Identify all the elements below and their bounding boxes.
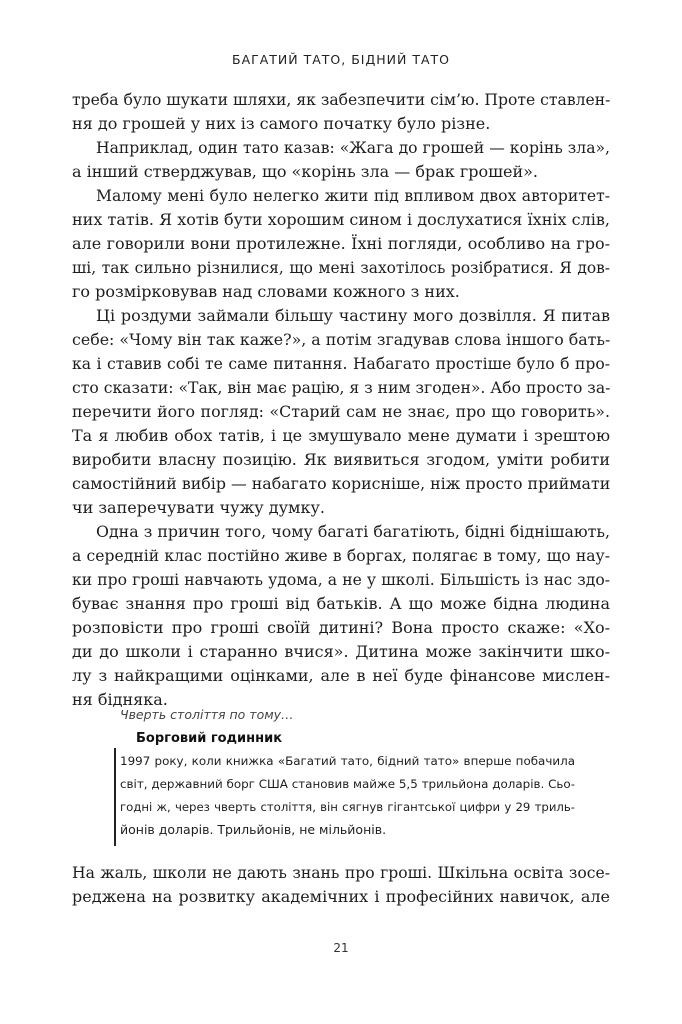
text-line: а середній клас постійно живе в боргах, полягає в тому, що нау- (72, 547, 610, 565)
text-line: розповісти про гроші своїй дитині? Вона просто скаже: «Хо- (72, 618, 610, 637)
text-line: лу з найкращими оцінками, але в неї буде фінансове мислен- (72, 666, 610, 685)
sidebar-line: годні ж, через чверть століття, він сягнув гігантської цифри у 29 триль- (120, 800, 575, 814)
text-line: а інший стверджував, що «корінь зла — брак грошей». (72, 162, 539, 181)
text-line: ка і ставив собі те саме питання. Набагато простіше було б про- (72, 355, 610, 373)
text-line: ня до грошей у них із самого початку було різне. (72, 114, 491, 133)
text-line: Та я любив обох татів, і це змушувало мене думати і зрештою (72, 426, 610, 445)
sidebar-line: йонів доларів. Трильйонів, не мільйонів. (120, 822, 387, 837)
text-line: них татів. Я хотів бути хорошим сином і дослухатися їхніх слів, (72, 210, 610, 229)
text-line: чи заперечувати чужу думку. (72, 498, 325, 517)
sidebar-intro: Чверть століття по тому… (120, 707, 294, 722)
text-line: виробити власну позицію. Як виявиться згодом, уміти робити (72, 450, 610, 469)
sidebar-line: 1997 року, коли книжка «Багатий тато, бідний тато» вперше побачила (120, 754, 575, 768)
text-line: Наприклад, один тато казав: «Жага до грошей — корінь зла», (96, 139, 610, 157)
text-line: себе: «Чому він так каже?», а потім згадував слова іншого бать- (72, 330, 611, 349)
sidebar-line: світ, державний борг США становив майже 5,5 трильйона доларів. Сьо- (120, 777, 575, 791)
text-line: ки про гроші навчають удома, а не у школі. Більшість із нас здо- (72, 571, 610, 589)
text-line: Ці роздуми займали більшу частину мого дозвілля. Я питав (96, 306, 610, 325)
text-line: треба було шукати шляхи, як забезпечити сім’ю. Проте ставлен- (72, 91, 611, 109)
text-line: буває знання про гроші від батьків. А що може бідна людина (72, 594, 610, 613)
sidebar-title: Борговий годинник (136, 731, 283, 746)
text-line: го розмірковував над словами кожного з них. (72, 282, 460, 301)
text-line: самостійний вибір — набагато корисніше, ніж просто приймати (72, 474, 611, 493)
text-line: Малому мені було нелегко жити під впливом двох авторитет- (96, 187, 610, 205)
text-line: сто сказати: «Так, він має рацію, я з ним згоден». Або просто за- (72, 379, 611, 397)
text-line: ші, так сильно різнилися, що мені захотілось розібратися. Я дов- (72, 259, 610, 277)
text-line: перечити його погляд: «Старий сам не знає, про що говорить». (72, 402, 610, 421)
text-line: На жаль, школи не дають знань про гроші. Шкільна освіта зосе- (72, 864, 610, 882)
text-line: реджена на розвитку академічних і професійних навичок, але (72, 887, 610, 906)
text-line: ня бідняка. (72, 690, 168, 709)
sidebar-rule (114, 748, 116, 846)
text-line: але говорили вони протилежне. Їхні погляди, особливо на гро- (72, 234, 610, 253)
running-header: БАГАТИЙ ТАТО, БІДНИЙ ТАТО (232, 52, 450, 67)
page-number: 21 (333, 941, 349, 955)
text-line: Одна з причин того, чому багаті багатіють, бідні біднішають, (96, 522, 610, 541)
text-line: ди до школи і старанно вчися». Дитина може закінчити шко- (72, 642, 610, 661)
